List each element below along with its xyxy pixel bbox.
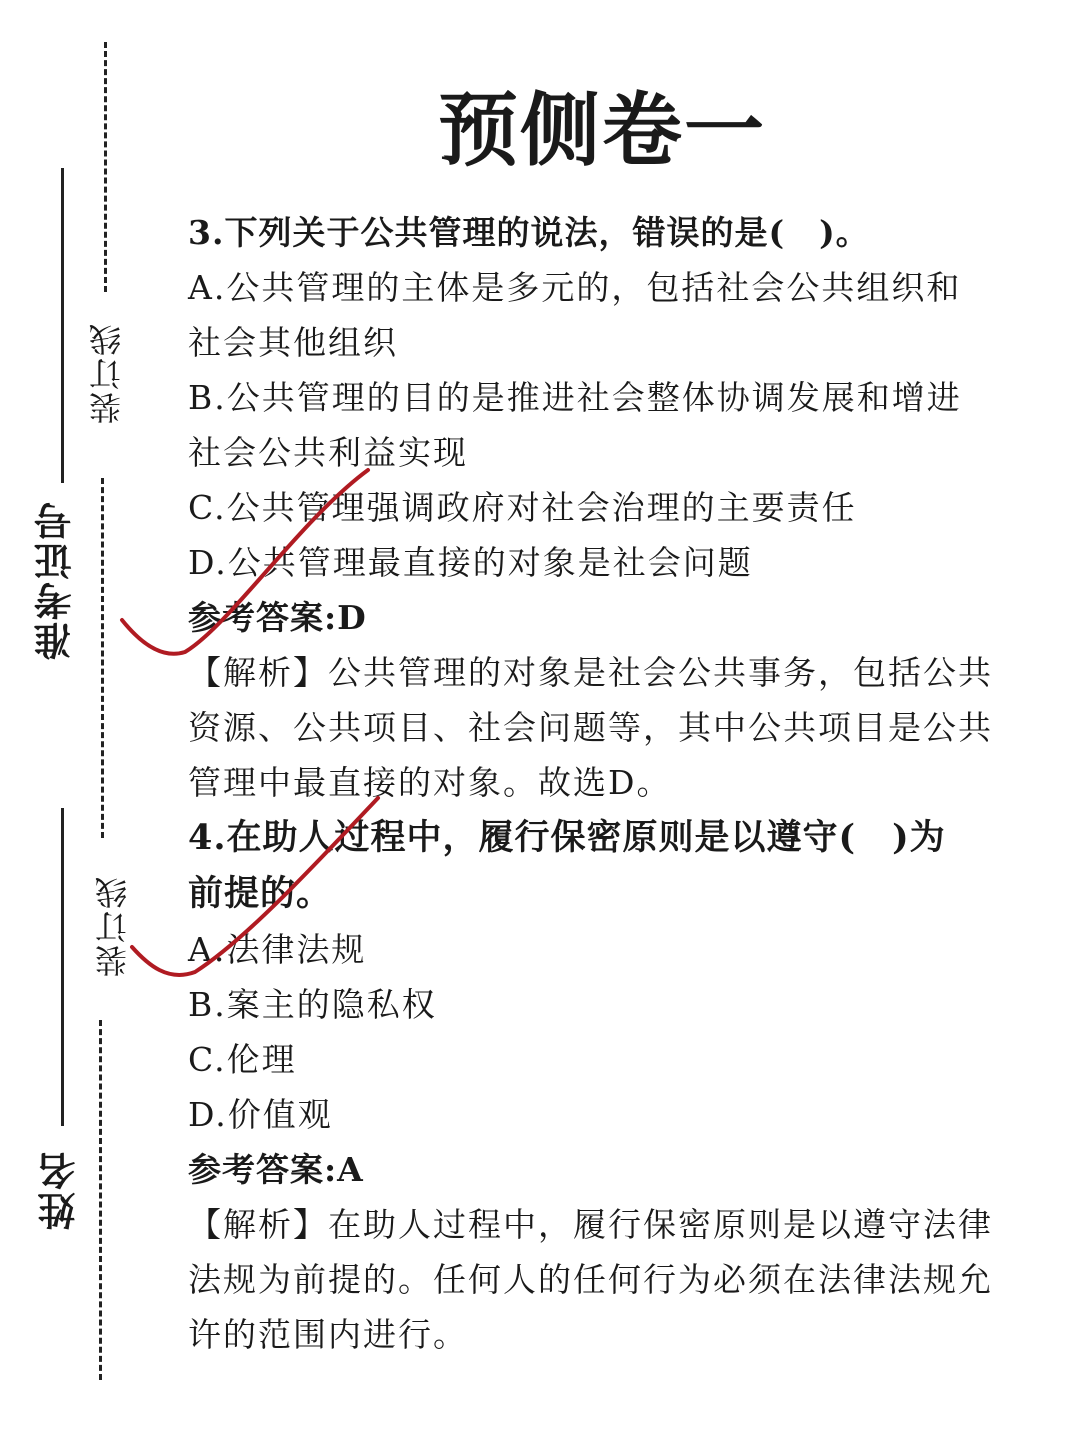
q4-option-b: B.案主的隐私权 [188, 985, 437, 1024]
q4-answer: 参考答案:A [188, 1150, 364, 1189]
q4-option-a: A.法律法规 [188, 930, 367, 969]
q3-analysis-line1: 【解析】公共管理的对象是社会公共事务，包括公共 [188, 653, 993, 692]
dashed-line-middle [101, 478, 104, 838]
q3-option-a-line2: 社会其他组织 [188, 323, 398, 362]
q4-question-line2: 前提的。 [188, 873, 333, 914]
q3-option-b-line1: B.公共管理的目的是推进社会整体协调发展和增进 [188, 378, 962, 417]
binding-gutter [0, 0, 150, 1443]
q4-analysis-line2: 法规为前提的。任何人的任何行为必须在法律法规允 [188, 1260, 993, 1299]
page-title: 预侧卷一 [438, 83, 766, 177]
question-3 [188, 205, 993, 810]
q4-question-line1: 4.在助人过程中，履行保密原则是以遵守( )为 [188, 817, 946, 858]
name-label: 姓名 [38, 1150, 82, 1230]
q4-analysis-line3: 许的范围内进行。 [188, 1315, 468, 1354]
q3-option-b-line2: 社会公共利益实现 [188, 433, 468, 472]
q3-option-a-line1: A.公共管理的主体是多元的，包括社会公共组织和 [188, 268, 962, 307]
solid-line-bottom [61, 808, 64, 1126]
exam-id-label: 准考证号 [34, 500, 78, 660]
q3-analysis-line3: 管理中最直接的对象。故选D。 [188, 763, 672, 802]
question-4 [188, 810, 993, 1362]
solid-line-top [61, 168, 64, 483]
q3-option-d: D.公共管理最直接的对象是社会问题 [188, 543, 753, 582]
binding-line-label-bottom: 装订线 [94, 875, 132, 977]
q4-option-d: D.价值观 [188, 1095, 333, 1134]
q3-analysis-line2: 资源、公共项目、社会问题等，其中公共项目是公共 [188, 708, 993, 747]
q3-question: 3.下列关于公共管理的说法，错误的是( )。 [188, 213, 870, 252]
dashed-line-bottom [99, 1020, 102, 1380]
q4-analysis-line1: 【解析】在助人过程中，履行保密原则是以遵守法律 [188, 1205, 993, 1244]
q4-option-c: C.伦理 [188, 1040, 297, 1079]
q3-option-c: C.公共管理强调政府对社会治理的主要责任 [188, 488, 857, 527]
dashed-line-top [104, 42, 107, 292]
question-content [188, 205, 993, 1362]
q3-answer: 参考答案:D [188, 598, 367, 637]
binding-line-label-top: 装订线 [88, 322, 126, 424]
